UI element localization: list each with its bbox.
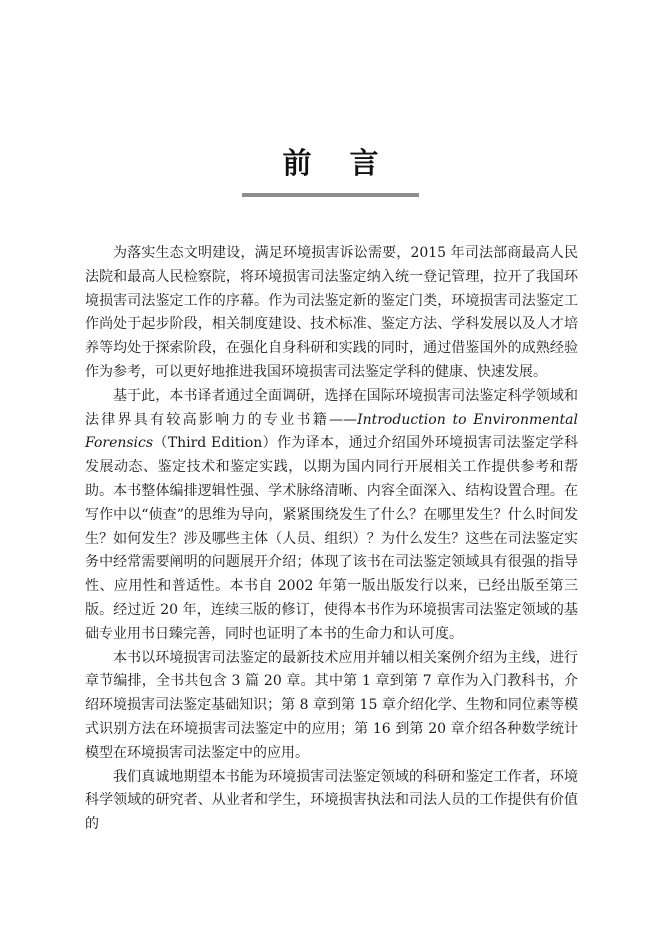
paragraph-1: 为落实生态文明建设，满足环境损害诉讼需要，2015 年司法部商最高人民法院和最高人民检察院，将环境损害司法鉴定纳入统一登记管理，拉开了我国环境损害司法鉴定工作的序幕。作为司法鉴定新的鉴定门类，环境损害司法鉴定工作尚处于起步阶段，相关制度建设、技术标准、鉴定方法、学科发展以及人才培养等均处于探索阶段，在强化自身科研和实践的同时，通过借鉴国外的成熟经验作为参考，可以更好地推进我国环境损害司法鉴定学科的健康、快速发展。 <box>85 245 578 380</box>
title-underline <box>242 193 419 197</box>
paragraph-3: 本书以环境损害司法鉴定的最新技术应用并辅以相关案例介绍为主线，进行章节编排，全书共包含 3 篇 20 章。其中第 1 章到第 7 章作为入门教科书，介绍环境损害司法鉴定基础知识；第 8 章到第 15 章介绍化学、生物和同位素等模式识别方法在环境损害司法鉴定中的应用；第 16 到第 20 章介绍各种数学统计模型在环境损害司法鉴定中的应用。 <box>85 649 578 761</box>
paragraph-2 <box>85 385 578 647</box>
paragraph-4: 我们真诚地期望本书能为环境损害司法鉴定领域的科研和鉴定工作者，环境科学领域的研究者、从业者和学生，环境损害执法和司法人员的工作提供有价值的 <box>85 768 578 833</box>
paragraph-2-lead: 基于此，本书译者通过全面调研，选择在国际环境损害司法鉴定科学领域和法律界具有较高影响力的专业书籍—— <box>85 387 578 428</box>
book-title: Introduction to Environmental Forensics <box>85 411 579 452</box>
paragraph-2-rest: （Third Edition）作为译本，通过介绍国外环境损害司法鉴定学科发展动态、鉴定技术和鉴定实践，以期为国内同行开展相关工作提供参考和帮助。本书整体编排逻辑性强、学术脉络清晰、内容全面深入、结构设置合理。在写作中以“侦查”的思维为导向，紧紧围绕发生了什么？在哪里发生？什么时间发生？如何发生？涉及哪些主体（人员、组织）？为什么发生？这些在司法鉴定实务中经常需要阐明的问题展开介绍；体现了该书在司法鉴定领域具有很强的指导性、应用性和普适性。本书自 2002 年第一版出版发行以来，已经出版至第三版。经过近 20 年，连续三版的修订，使得本书作为环境损害司法鉴定领域的基础专业用书日臻完善，同时也证明了本书的生命力和认可度。 <box>85 435 578 642</box>
preface-body <box>85 242 578 837</box>
page-title: 前 言 <box>282 146 393 180</box>
